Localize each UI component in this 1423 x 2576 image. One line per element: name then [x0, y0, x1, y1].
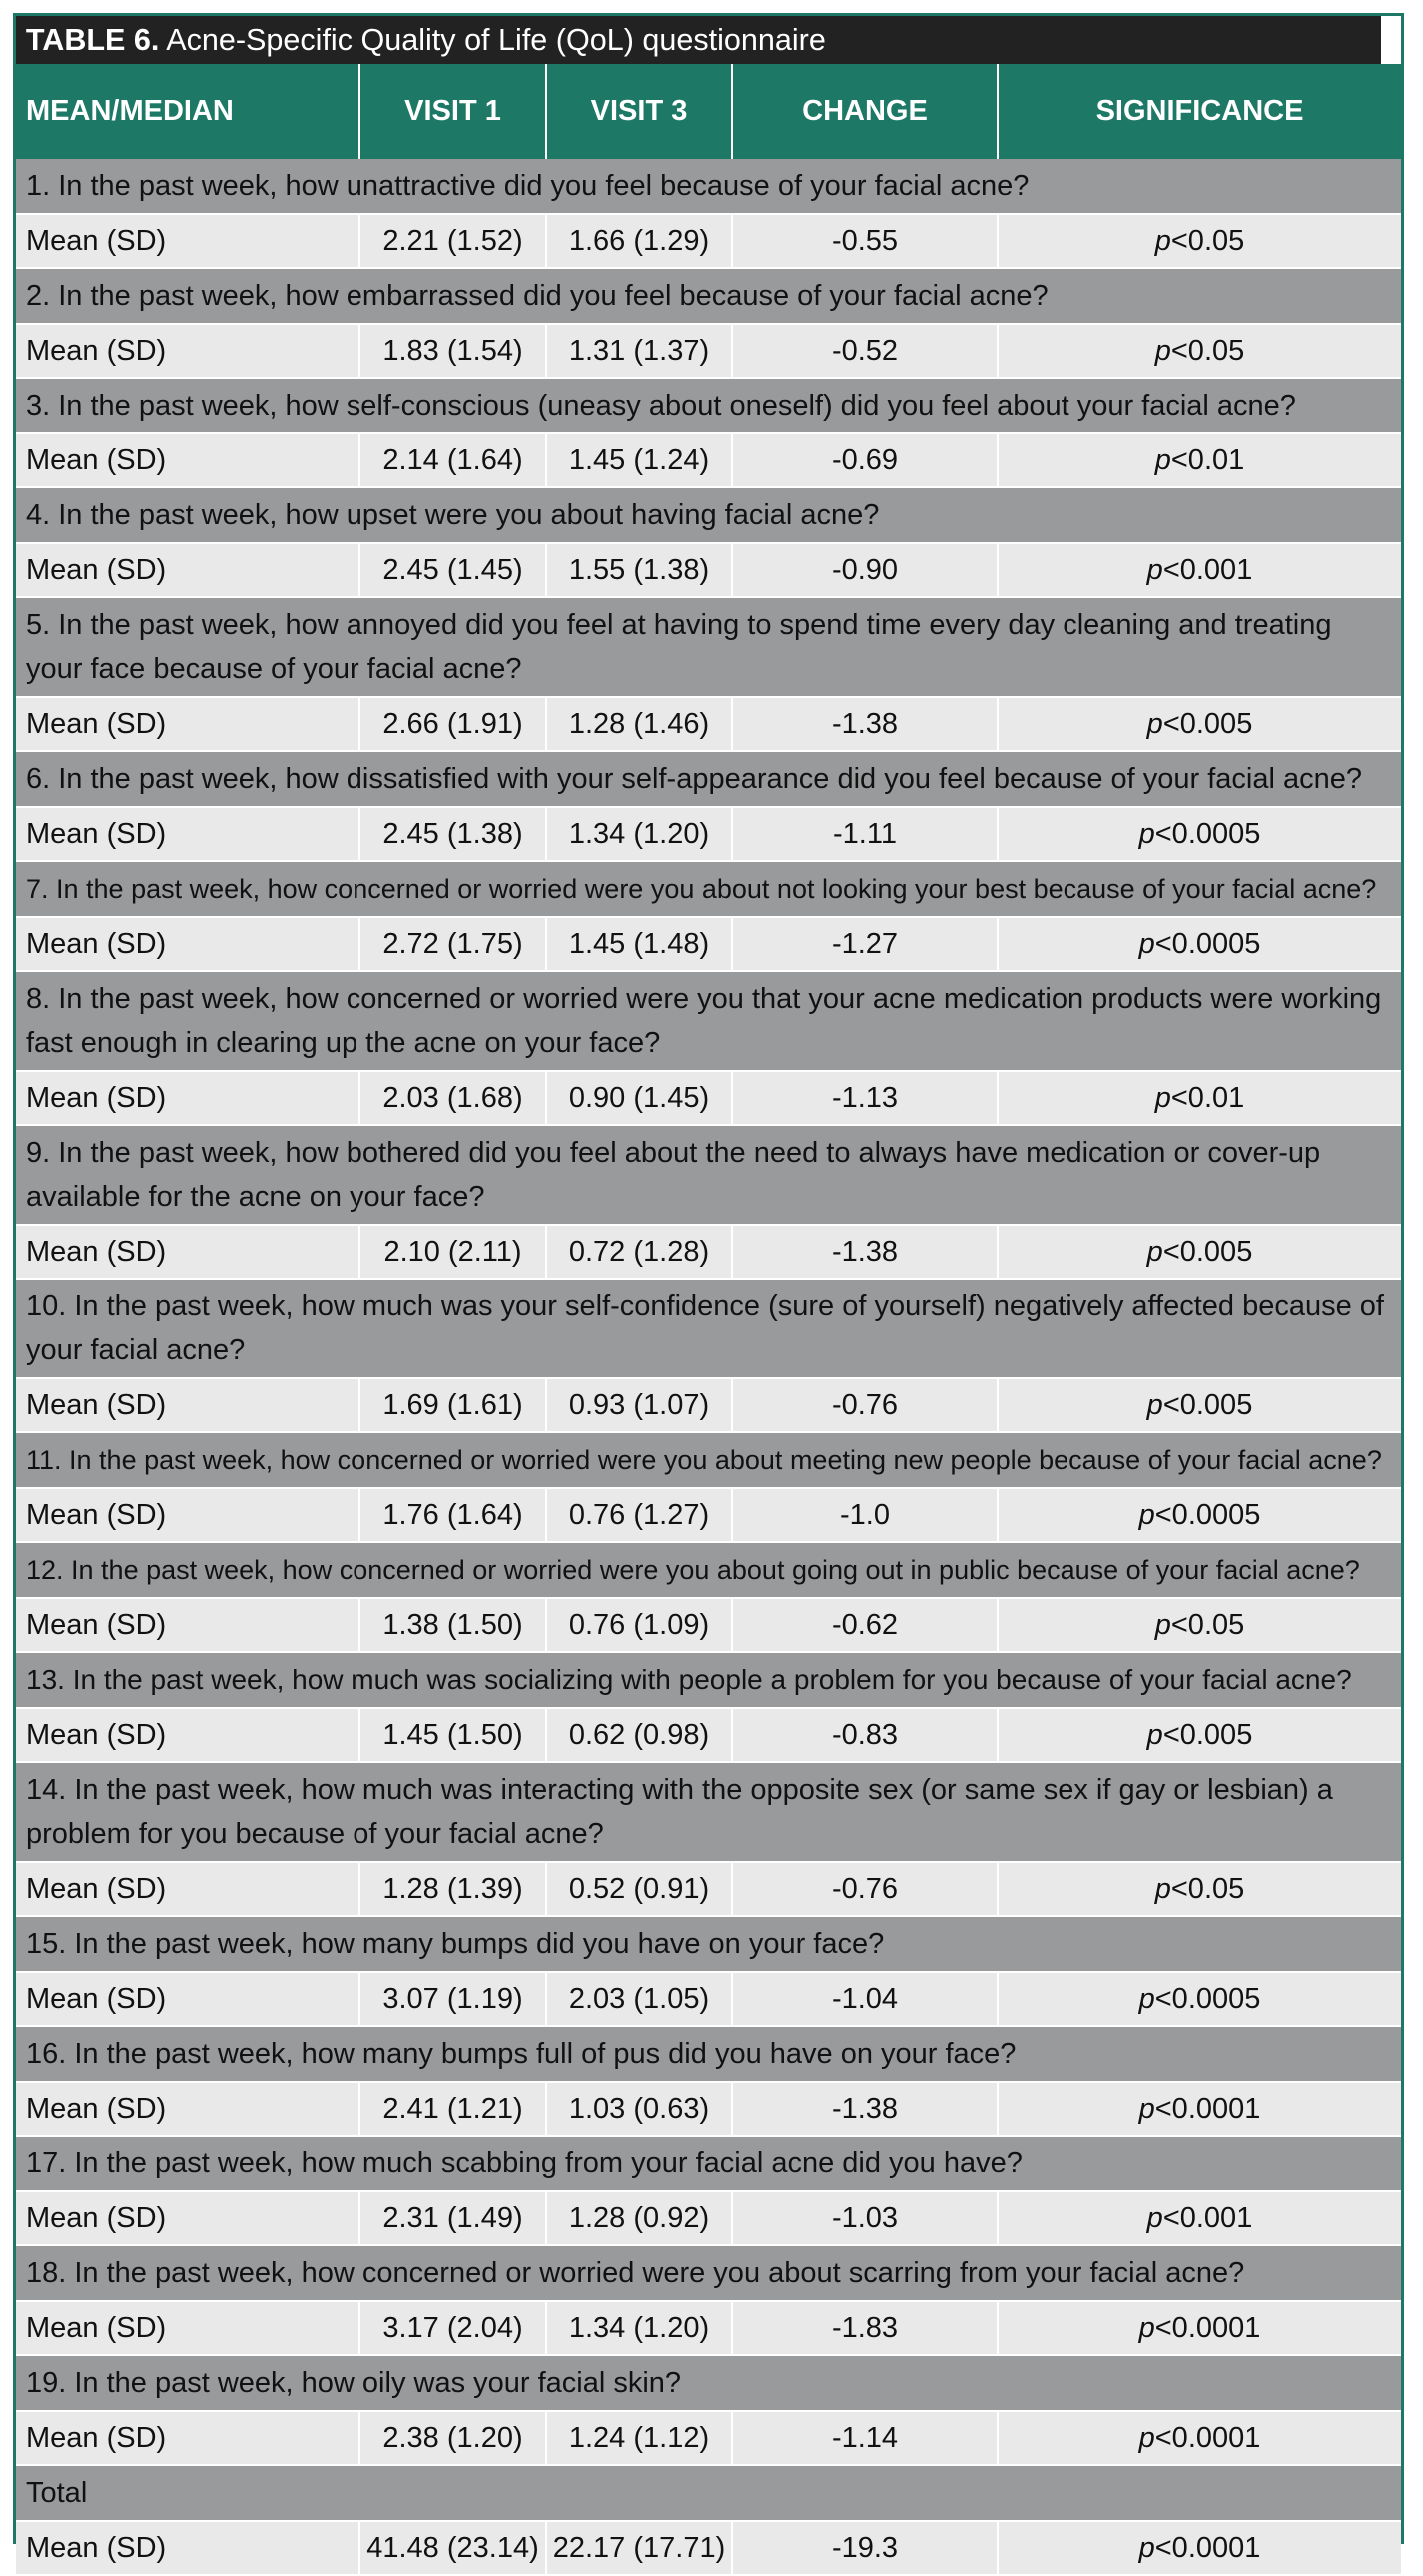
p-threshold: <0.05 — [1170, 1872, 1245, 1905]
value-row — [16, 1225, 1401, 1279]
p-symbol: p — [1146, 2201, 1163, 2234]
p-symbol: p — [1146, 707, 1163, 740]
significance-value — [998, 1598, 1401, 1652]
change-value: -0.69 — [732, 433, 998, 487]
question-row — [16, 1432, 1401, 1488]
significance-value — [998, 917, 1401, 971]
row-label: Mean (SD) — [16, 1378, 359, 1432]
question-row — [16, 2026, 1401, 2082]
question-row — [16, 861, 1401, 917]
visit-1-value: 1.38 (1.50) — [359, 1598, 546, 1652]
visit-1-value: 2.21 (1.52) — [359, 214, 546, 268]
value-row — [16, 1378, 1401, 1432]
significance-value — [998, 1378, 1401, 1432]
p-symbol: p — [1154, 1872, 1171, 1905]
value-row — [16, 2521, 1401, 2575]
change-value: -1.83 — [732, 2301, 998, 2355]
visit-1-value: 2.31 (1.49) — [359, 2191, 546, 2245]
p-symbol: p — [1146, 1718, 1163, 1751]
value-row — [16, 917, 1401, 971]
row-label: Mean (SD) — [16, 2301, 359, 2355]
significance-value — [998, 543, 1401, 597]
row-label: Mean (SD) — [16, 2082, 359, 2136]
change-value: -0.55 — [732, 214, 998, 268]
p-symbol: p — [1138, 2092, 1155, 2125]
p-symbol: p — [1138, 927, 1155, 960]
value-row — [16, 1598, 1401, 1652]
visit-1-value: 2.38 (1.20) — [359, 2411, 546, 2465]
question-text: 3. In the past week, how self-conscious (uneasy about oneself) did you feel about your facial acne? — [16, 378, 1401, 433]
value-row — [16, 697, 1401, 751]
visit-3-value: 1.31 (1.37) — [546, 324, 732, 378]
question-row — [16, 159, 1401, 214]
question-row — [16, 2355, 1401, 2411]
row-label: Mean (SD) — [16, 2521, 359, 2575]
question-row — [16, 2136, 1401, 2191]
header-mean-median: MEAN/MEDIAN — [16, 64, 359, 159]
visit-3-value: 1.45 (1.48) — [546, 917, 732, 971]
value-row — [16, 543, 1401, 597]
p-symbol: p — [1138, 2311, 1155, 2344]
change-value: -1.27 — [732, 917, 998, 971]
question-row — [16, 1125, 1401, 1225]
visit-3-value: 1.34 (1.20) — [546, 807, 732, 861]
table-title — [16, 16, 1381, 64]
p-threshold: <0.001 — [1162, 553, 1253, 586]
change-value: -0.52 — [732, 324, 998, 378]
question-text: 5. In the past week, how annoyed did you feel at having to spend time every day cleaning and treating your face because of your facial acne? — [16, 597, 1401, 697]
question-text: 11. In the past week, how concerned or worried were you about meeting new people because of your facial acne? — [16, 1432, 1401, 1488]
p-symbol: p — [1146, 1235, 1163, 1268]
question-text: 9. In the past week, how bothered did you feel about the need to always have medication or cover-up available for the acne on your face? — [16, 1125, 1401, 1225]
row-label: Mean (SD) — [16, 1972, 359, 2026]
header-significance: SIGNIFICANCE — [1095, 95, 1304, 127]
value-row — [16, 2082, 1401, 2136]
question-text: 2. In the past week, how embarrassed did you feel because of your facial acne? — [16, 268, 1401, 324]
change-value: -1.04 — [732, 1972, 998, 2026]
significance-value — [998, 1862, 1401, 1916]
significance-value — [998, 214, 1401, 268]
visit-3-value: 22.17 (17.71) — [546, 2521, 732, 2575]
row-label: Mean (SD) — [16, 324, 359, 378]
visit-1-value: 41.48 (23.14) — [359, 2521, 546, 2575]
p-threshold: <0.05 — [1170, 334, 1245, 367]
p-threshold: <0.01 — [1170, 1081, 1245, 1114]
value-row — [16, 2191, 1401, 2245]
change-value: -1.13 — [732, 1071, 998, 1125]
p-symbol: p — [1138, 1982, 1155, 2015]
p-symbol: p — [1154, 443, 1171, 476]
p-threshold: <0.0005 — [1154, 817, 1261, 850]
visit-3-value: 1.55 (1.38) — [546, 543, 732, 597]
significance-value — [998, 807, 1401, 861]
qol-table — [16, 64, 1401, 2576]
change-value: -19.3 — [732, 2521, 998, 2575]
p-symbol: p — [1138, 1498, 1155, 1531]
visit-1-value: 2.03 (1.68) — [359, 1071, 546, 1125]
visit-1-value: 2.14 (1.64) — [359, 433, 546, 487]
visit-1-value: 3.07 (1.19) — [359, 1972, 546, 2026]
visit-1-value: 2.10 (2.11) — [359, 1225, 546, 1279]
row-label: Mean (SD) — [16, 214, 359, 268]
question-text: 18. In the past week, how concerned or worried were you about scarring from your facial acne? — [16, 2245, 1401, 2301]
change-value: -0.62 — [732, 1598, 998, 1652]
visit-3-value: 1.45 (1.24) — [546, 433, 732, 487]
row-label: Mean (SD) — [16, 1708, 359, 1762]
p-threshold: <0.005 — [1162, 1388, 1253, 1421]
visit-3-value: 0.62 (0.98) — [546, 1708, 732, 1762]
value-row — [16, 1708, 1401, 1762]
value-row — [16, 807, 1401, 861]
visit-1-value: 1.45 (1.50) — [359, 1708, 546, 1762]
question-text: 8. In the past week, how concerned or worried were you that your acne medication products were working fast enough in clearing up the acne on your face? — [16, 971, 1401, 1071]
row-label: Mean (SD) — [16, 433, 359, 487]
p-symbol: p — [1154, 334, 1171, 367]
table-title-text: Acne-Specific Quality of Life (QoL) questionnaire — [159, 22, 826, 57]
visit-1-value: 1.69 (1.61) — [359, 1378, 546, 1432]
p-threshold: <0.0005 — [1154, 1982, 1261, 2015]
question-row — [16, 1279, 1401, 1378]
question-text: 10. In the past week, how much was your self-confidence (sure of yourself) negatively affected because of your facial acne? — [16, 1279, 1401, 1378]
question-row — [16, 971, 1401, 1071]
significance-value — [998, 1972, 1401, 2026]
question-row — [16, 751, 1401, 807]
p-symbol: p — [1138, 817, 1155, 850]
value-row — [16, 2301, 1401, 2355]
p-threshold: <0.001 — [1162, 2201, 1253, 2234]
row-label: Mean (SD) — [16, 807, 359, 861]
significance-value — [998, 433, 1401, 487]
significance-value — [998, 1225, 1401, 1279]
visit-3-value: 2.03 (1.05) — [546, 1972, 732, 2026]
change-value: -0.76 — [732, 1862, 998, 1916]
change-value: -1.14 — [732, 2411, 998, 2465]
visit-1-value: 2.41 (1.21) — [359, 2082, 546, 2136]
change-value: -1.38 — [732, 2082, 998, 2136]
p-threshold: <0.01 — [1170, 443, 1245, 476]
p-threshold: <0.0001 — [1154, 2531, 1261, 2564]
header-visit-1: VISIT 1 — [359, 64, 546, 159]
row-label: Mean (SD) — [16, 1071, 359, 1125]
p-symbol: p — [1146, 1388, 1163, 1421]
question-text: 7. In the past week, how concerned or worried were you about not looking your best because of your facial acne? — [16, 861, 1401, 917]
visit-3-value: 1.24 (1.12) — [546, 2411, 732, 2465]
row-label: Mean (SD) — [16, 697, 359, 751]
change-value: -0.83 — [732, 1708, 998, 1762]
header-change: CHANGE — [732, 64, 998, 159]
visit-3-value: 0.93 (1.07) — [546, 1378, 732, 1432]
question-text: 13. In the past week, how much was socializing with people a problem for you because of your facial acne? — [16, 1652, 1401, 1708]
p-threshold: <0.0001 — [1154, 2092, 1261, 2125]
p-symbol: p — [1146, 553, 1163, 586]
p-threshold: <0.05 — [1170, 224, 1245, 257]
p-symbol: p — [1154, 224, 1171, 257]
significance-value — [998, 2301, 1401, 2355]
question-text: 19. In the past week, how oily was your facial skin? — [16, 2355, 1401, 2411]
value-row — [16, 1488, 1401, 1542]
row-label: Mean (SD) — [16, 1598, 359, 1652]
row-label: Mean (SD) — [16, 2191, 359, 2245]
p-threshold: <0.0005 — [1154, 927, 1261, 960]
visit-3-value: 1.28 (0.92) — [546, 2191, 732, 2245]
question-row — [16, 378, 1401, 433]
question-row — [16, 2245, 1401, 2301]
visit-3-value: 0.72 (1.28) — [546, 1225, 732, 1279]
table-body — [16, 159, 1401, 2575]
value-row — [16, 2411, 1401, 2465]
p-threshold: <0.05 — [1170, 1608, 1245, 1641]
value-row — [16, 1972, 1401, 2026]
visit-1-value: 1.28 (1.39) — [359, 1862, 546, 1916]
visit-3-value: 0.76 (1.09) — [546, 1598, 732, 1652]
value-row — [16, 1071, 1401, 1125]
value-row — [16, 214, 1401, 268]
question-row — [16, 1542, 1401, 1598]
row-label: Mean (SD) — [16, 1225, 359, 1279]
row-label: Mean (SD) — [16, 2411, 359, 2465]
p-threshold: <0.0001 — [1154, 2421, 1261, 2454]
visit-1-value: 2.45 (1.45) — [359, 543, 546, 597]
visit-3-value: 1.28 (1.46) — [546, 697, 732, 751]
significance-value — [998, 1708, 1401, 1762]
p-symbol: p — [1154, 1608, 1171, 1641]
question-row — [16, 268, 1401, 324]
question-row — [16, 487, 1401, 543]
question-row — [16, 597, 1401, 697]
question-text: 12. In the past week, how concerned or worried were you about going out in public because of your facial acne? — [16, 1542, 1401, 1598]
p-threshold: <0.005 — [1162, 1718, 1253, 1751]
significance-value — [998, 324, 1401, 378]
change-value: -1.0 — [732, 1488, 998, 1542]
visit-1-value: 1.76 (1.64) — [359, 1488, 546, 1542]
p-threshold: <0.0005 — [1154, 1498, 1261, 1531]
significance-value — [998, 697, 1401, 751]
table-title-number: TABLE 6. — [25, 22, 160, 57]
visit-3-value: 0.76 (1.27) — [546, 1488, 732, 1542]
change-value: -1.03 — [732, 2191, 998, 2245]
question-text: 6. In the past week, how dissatisfied with your self-appearance did you feel because of your facial acne? — [16, 751, 1401, 807]
visit-3-value: 1.66 (1.29) — [546, 214, 732, 268]
question-row — [16, 1762, 1401, 1862]
visit-1-value: 2.45 (1.38) — [359, 807, 546, 861]
significance-value — [998, 2521, 1401, 2575]
header-visit-3: VISIT 3 — [546, 64, 732, 159]
visit-3-value: 1.03 (0.63) — [546, 2082, 732, 2136]
visit-1-value: 2.72 (1.75) — [359, 917, 546, 971]
change-value: -1.38 — [732, 697, 998, 751]
p-symbol: p — [1138, 2421, 1155, 2454]
significance-value — [998, 1071, 1401, 1125]
p-threshold: <0.005 — [1162, 1235, 1253, 1268]
question-text: 14. In the past week, how much was interacting with the opposite sex (or same sex if gay or lesbian) a problem for you because of your facial acne? — [16, 1762, 1401, 1862]
question-text: 4. In the past week, how upset were you about having facial acne? — [16, 487, 1401, 543]
table-frame — [13, 13, 1404, 2564]
change-value: -1.38 — [732, 1225, 998, 1279]
question-text: Total — [16, 2465, 1401, 2521]
visit-1-value: 2.66 (1.91) — [359, 697, 546, 751]
p-symbol: p — [1138, 2531, 1155, 2564]
row-label: Mean (SD) — [16, 1488, 359, 1542]
visit-1-value: 1.83 (1.54) — [359, 324, 546, 378]
question-text: 15. In the past week, how many bumps did you have on your face? — [16, 1916, 1401, 1972]
visit-3-value: 0.90 (1.45) — [546, 1071, 732, 1125]
question-row — [16, 1652, 1401, 1708]
change-value: -1.11 — [732, 807, 998, 861]
value-row — [16, 1862, 1401, 1916]
row-label: Mean (SD) — [16, 1862, 359, 1916]
change-value: -0.76 — [732, 1378, 998, 1432]
question-text: 17. In the past week, how much scabbing from your facial acne did you have? — [16, 2136, 1401, 2191]
p-threshold: <0.0001 — [1154, 2311, 1261, 2344]
significance-value — [998, 2082, 1401, 2136]
significance-value — [998, 2411, 1401, 2465]
question-text: 16. In the past week, how many bumps full of pus did you have on your face? — [16, 2026, 1401, 2082]
value-row — [16, 433, 1401, 487]
significance-value — [998, 1488, 1401, 1542]
row-label: Mean (SD) — [16, 543, 359, 597]
p-threshold: <0.005 — [1162, 707, 1253, 740]
question-row — [16, 1916, 1401, 1972]
significance-value — [998, 2191, 1401, 2245]
visit-1-value: 3.17 (2.04) — [359, 2301, 546, 2355]
question-row — [16, 2465, 1401, 2521]
value-row — [16, 324, 1401, 378]
header-row — [16, 64, 1401, 159]
change-value: -0.90 — [732, 543, 998, 597]
visit-3-value: 0.52 (0.91) — [546, 1862, 732, 1916]
row-label: Mean (SD) — [16, 917, 359, 971]
p-symbol: p — [1154, 1081, 1171, 1114]
question-text: 1. In the past week, how unattractive did you feel because of your facial acne? — [16, 159, 1401, 214]
visit-3-value: 1.34 (1.20) — [546, 2301, 732, 2355]
